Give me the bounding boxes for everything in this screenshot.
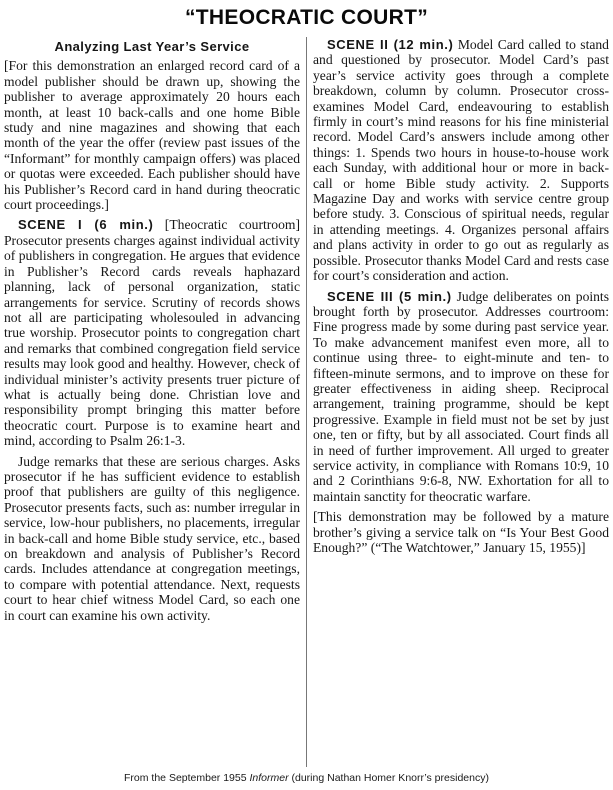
scene-3-paragraph — [313, 289, 609, 505]
scene-3-text: Judge deliberates on points brought forth by prosecutor. Addresses courtroom: Fine progress made by some during past service year. To make advancement manifest even more, all to continue using three- to eight-minute and ten- to fifteen-minute sermons, and to improve on these for greater effectiveness in aiding sheep. Reciprocal arrangement, training programme, should be kept progressive. Example in field must not be set by just one, ten or fifty, but by all associated. Court finds all in need of further improvement. All urged to greater service activity, in compliance with Romans 10:9, 10 and 2 Corinthians 9:6-8, NW. Exhortation for all to maintain sanctity for theocratic warfare. — [313, 288, 609, 504]
closing-paragraph: [This demonstration may be followed by a mature brother’s giving a service talk on “Is Your Best Good Enough?” (“The Watchtower,” January 15, 1955)] — [313, 509, 609, 555]
source-caption — [0, 772, 613, 784]
scene-2-paragraph — [313, 37, 609, 284]
column-divider — [306, 37, 307, 767]
scene-1-heading: SCENE I (6 min.) — [18, 217, 154, 233]
scene-3-heading: SCENE III (5 min.) — [327, 288, 452, 304]
scene-2-heading: SCENE II (12 min.) — [327, 37, 454, 52]
page-title: “THEOCRATIC COURT” — [185, 6, 428, 29]
scene-1-paragraph — [4, 217, 300, 448]
scene-1-text: [Theocratic courtroom] Prosecutor presents charges against individual activity of publishers in congregation. He argues that evidence in Publisher’s Record cards reveals haphazard planning, lack of personal organization, static arrangements for service. Scrutiny of records shows not all are participating wholesouled in advancing true worship. Prosecutor points to congregation chart and remarks that combined congregation field service results may look good and healthy. However, check of individual minister’s activity presents truer picture of what is actually being done. Christian love and responsibility prompt bringing this matter before theocratic court. Purpose is to examine heart and mind, according to Psalm 26:1-3. — [4, 217, 300, 449]
scene-2-text: Model Card called to stand and questioned by prosecutor. Model Card’s past year’s service activity goes through a complete breakdown, column by column. Prosecutor cross-examines Model Card, endeavouring to establish firmly in court’s mind reasons for his fine ministerial record. Model Card’s answers include among other things: 1. Spends two hours in house-to-house work each Sunday, with additional hour or more in back-call or home Bible study activity. 2. Supports Magazine Day and works with service centre group before study. 3. Conscious of spiritual needs, regular in attending meetings. 4. Organizes personal affairs and plans activity in order to go out as regularly as possible. Prosecutor thanks Model Card and rests case for court’s consideration and action. — [313, 37, 609, 284]
caption-publication: Informer — [249, 772, 289, 784]
right-column — [313, 37, 609, 560]
newspaper-clipping — [4, 37, 609, 770]
intro-paragraph: [For this demonstration an enlarged record card of a model publisher should be drawn up, showing the publisher to average approximately 20 hours each month, at least 10 back-calls and one home Bible study and nine magazines and showing that each month of the year the offer (review past issues of the “Informant” for monthly campaign offers) was placed or quotas were exceeded. Each publisher should have his Publisher’s Record card in hand during theocratic court proceedings.] — [4, 58, 300, 213]
left-column — [4, 37, 300, 628]
judge-paragraph: Judge remarks that these are serious charges. Asks prosecutor if he has sufficient evidence to establish proof that publishers are guilty of this negligence. Prosecutor presents facts, such as: number irregular in service, low-hour publishers, no placements, irregular in back-call and home Bible study service, etc., based on breakdown and analysis of Publisher’s Record cards. Includes attendance at congregation meetings, to compare with potential attendance. Next, requests court to hear chief witness Model Card, so each one in court can examine his own activity. — [4, 453, 300, 623]
caption-suffix: (during Nathan Homer Knorr’s presidency) — [288, 772, 489, 784]
caption-prefix: From the September 1955 — [124, 772, 250, 784]
section-heading: Analyzing Last Year’s Service — [54, 39, 250, 54]
